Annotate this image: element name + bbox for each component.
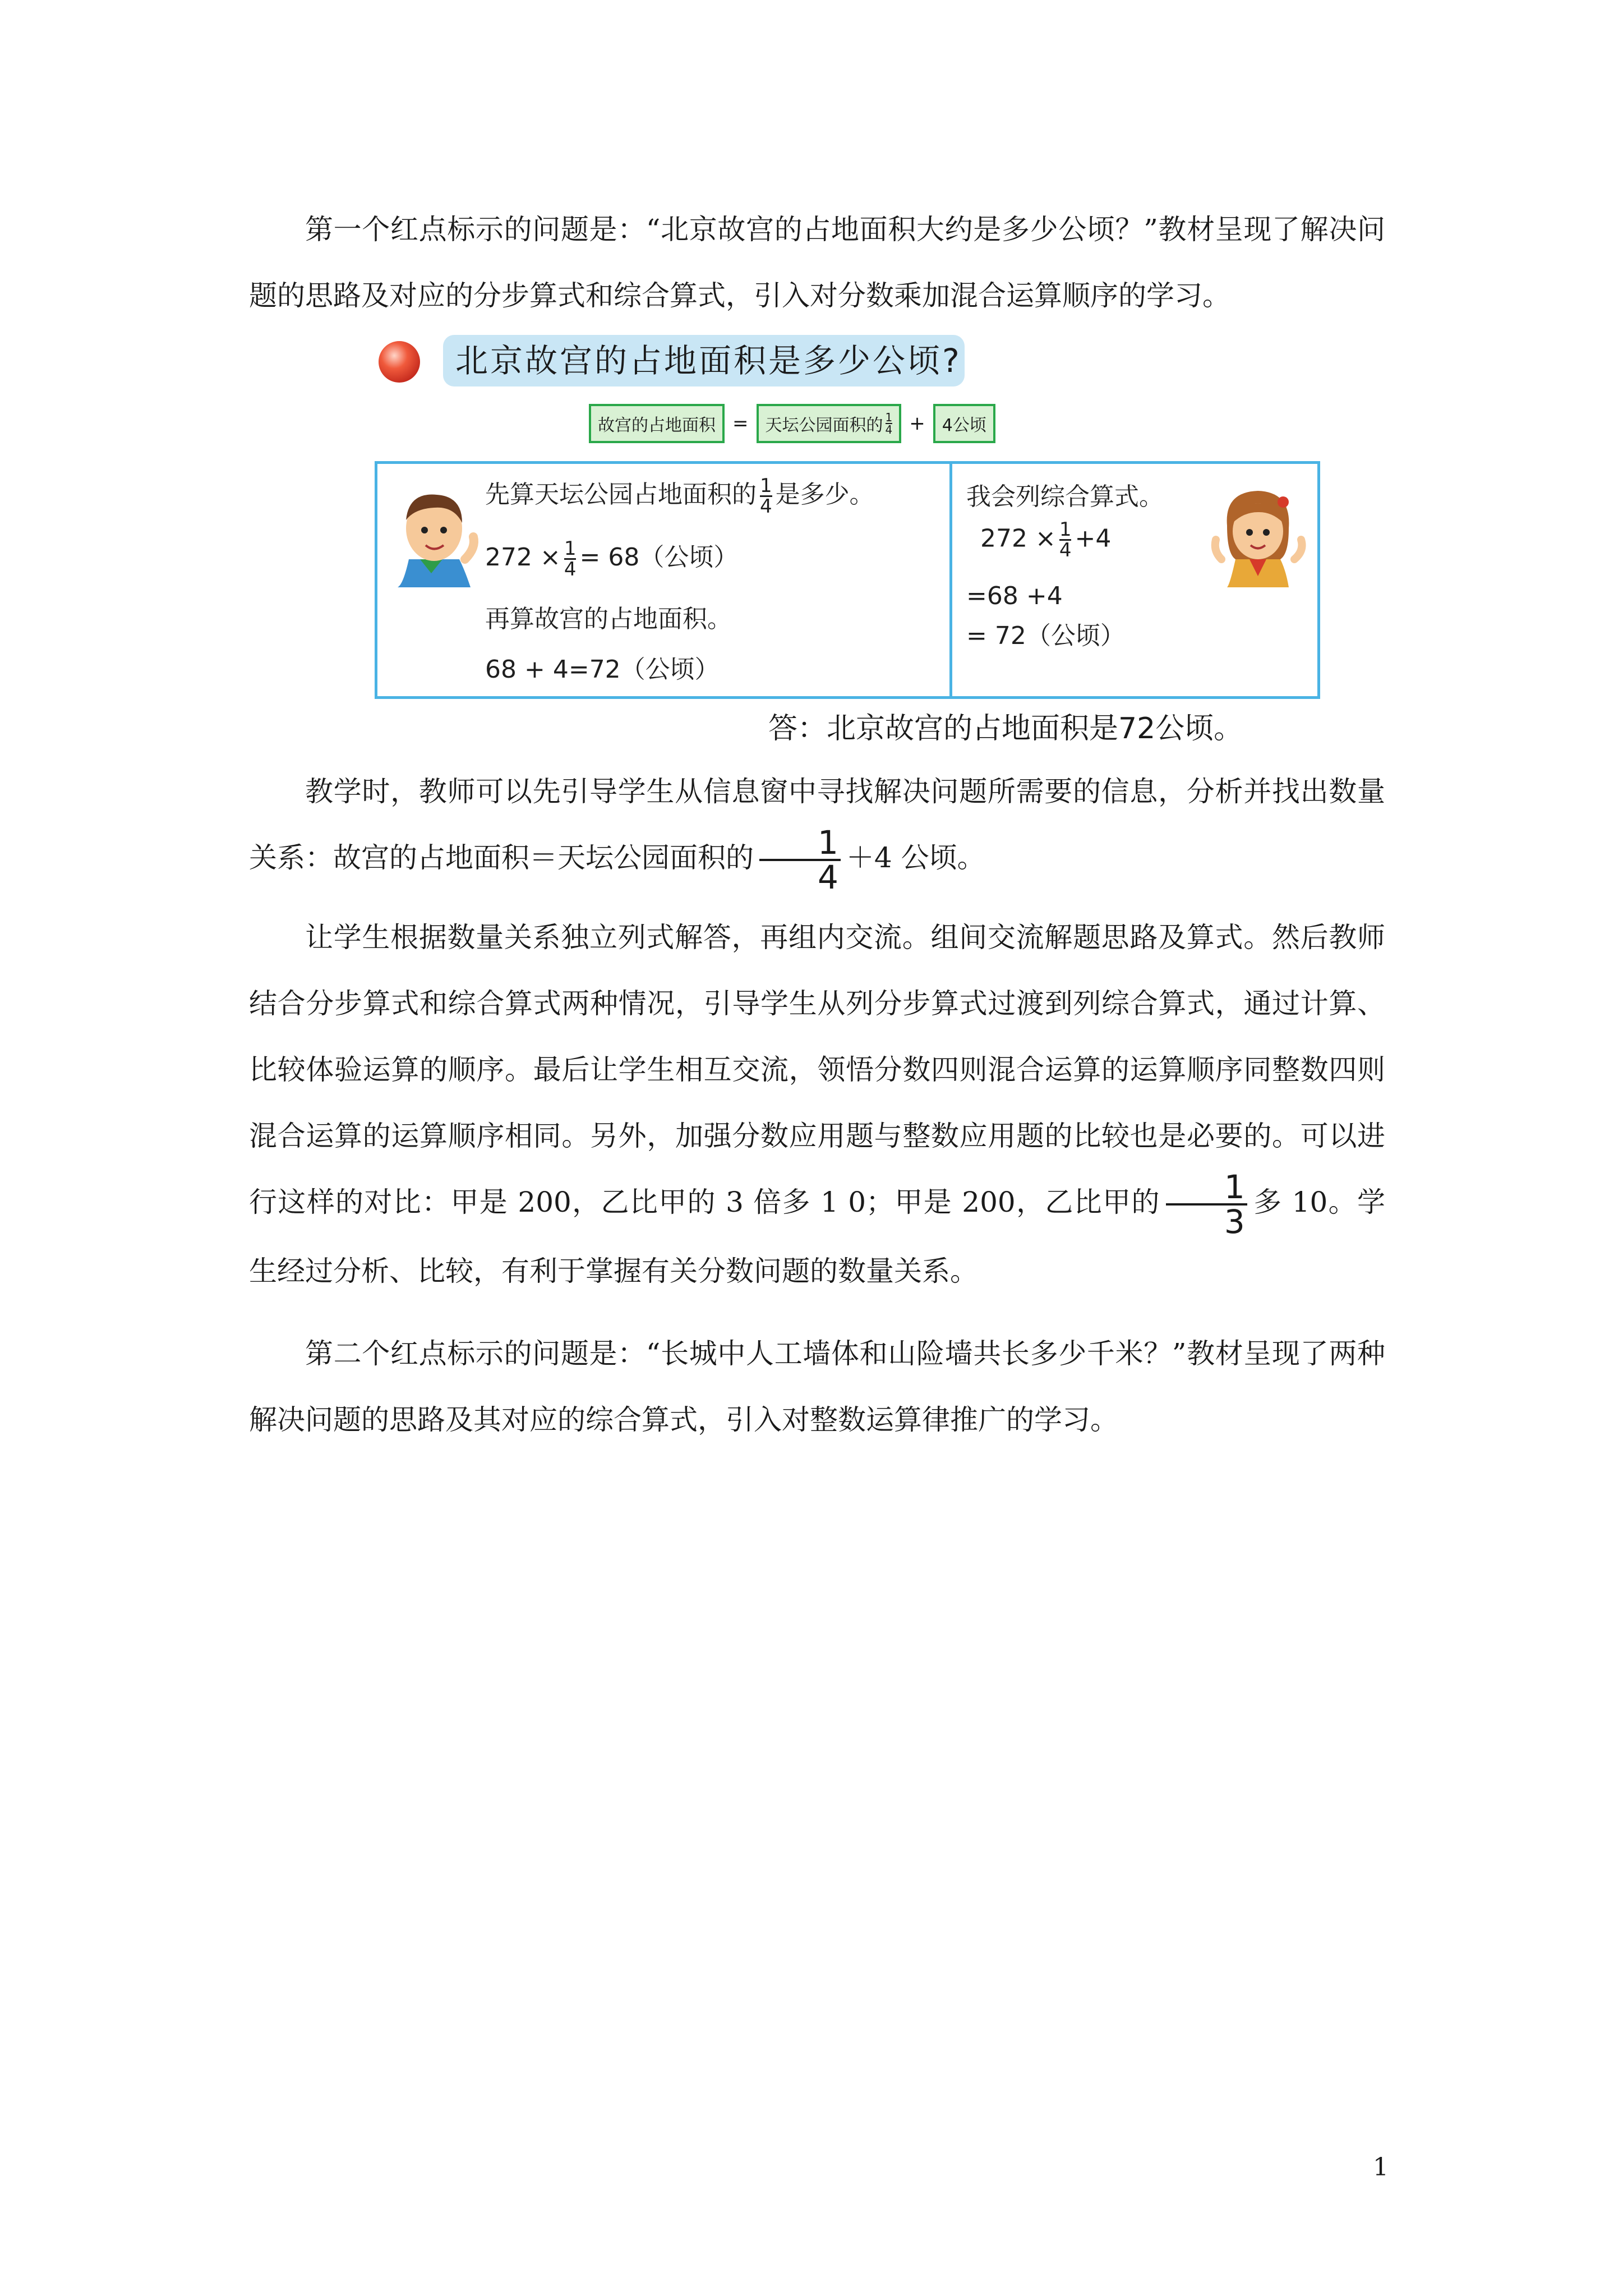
right-line-4: = 72（公顷） (966, 622, 1125, 650)
panel-divider (949, 464, 952, 696)
left-line-2: 272 × $\frac{1}{4}$ = 68（公顷） (485, 537, 739, 581)
right-line-2: 272 × $\frac{1}{4}$ +4 (980, 518, 1112, 562)
paragraph-3: 让学生根据数量关系独立列式解答，再组内交流。组间交流解题思路及算式。然后教师结合分步算式和综合算式两种情况，引导学生从列分步算式过渡到列综合算式，通过计算、比较体验运算的顺序。最后让学生相互交流，领悟分数四则混合运算的运算顺序同整数四则混合运算的运算顺序相同。另外，加强分数应用题与整数应用题的比较也是必要的。可以进行这样的对比：甲是 200，乙比甲的 3 倍多 1 0；甲是 200，乙比甲的 $\frac{1}{3}$ 多 10。学生经过分析、比较，有利于掌握有关分数问题的数量关系。 (249, 921, 1385, 1287)
right-line-3: =68 +4 (966, 582, 1063, 610)
solution-panel (375, 461, 1320, 699)
right-line-1: 我会列综合算式。 (966, 482, 1164, 511)
quantity-relation (589, 404, 995, 443)
girl-illustration (1205, 475, 1311, 587)
relation-equals: = (732, 412, 749, 435)
boy-illustration (381, 475, 482, 587)
relation-box-palace: 故宫的占地面积 (589, 404, 725, 443)
paragraph-2-fraction: $\frac{1}{4}$ (759, 826, 841, 894)
figure-answer: 答：北京故宫的占地面积是72公顷。 (768, 712, 1243, 746)
page-number: 1 (1373, 2153, 1389, 2182)
relation-box-temple: 天坛公园面积的 $\frac{1}{4}$ (757, 404, 902, 443)
left-line-2-fraction: $\frac{1}{4}$ (564, 537, 577, 581)
red-dot-icon (379, 341, 420, 383)
relation-box-hectares: 4公顷 (933, 404, 995, 443)
right-line-2-fraction: $\frac{1}{4}$ (1059, 518, 1072, 562)
paragraph-4: 第二个红点标示的问题是：“长城中人工墙体和山险墙共长多少千米？”教材呈现了两种解决问题的思路及其对应的综合算式，引入对整数运算律推广的学习。 (249, 1337, 1385, 1436)
relation-fraction: $\frac{1}{4}$ (885, 411, 893, 436)
figure-question-title: 北京故宫的占地面积是多少公顷? (443, 335, 965, 386)
relation-plus: + (909, 412, 925, 435)
paragraph-1: 第一个红点标示的问题是：“北京故宫的占地面积大约是多少公顷？”教材呈现了解决问题的思路及对应的分步算式和综合算式，引入对分数乘加混合运算顺序的学习。 (249, 213, 1385, 312)
left-line-1-fraction: $\frac{1}{4}$ (760, 474, 772, 518)
left-line-3: 再算故宫的占地面积。 (485, 605, 732, 633)
paragraph-3-fraction: $\frac{1}{3}$ (1166, 1171, 1247, 1238)
paragraph-2: 教学时，教师可以先引导学生从信息窗中寻找解决问题所需要的信息，分析并找出数量关系：故宫的占地面积＝天坛公园面积的 $\frac{1}{4}$ ＋4 公顷。 (249, 775, 1385, 896)
left-line-4: 68 + 4=72（公顷） (485, 655, 720, 684)
left-line-1: 先算天坛公园占地面积的 $\frac{1}{4}$ 是多少。 (485, 474, 874, 518)
